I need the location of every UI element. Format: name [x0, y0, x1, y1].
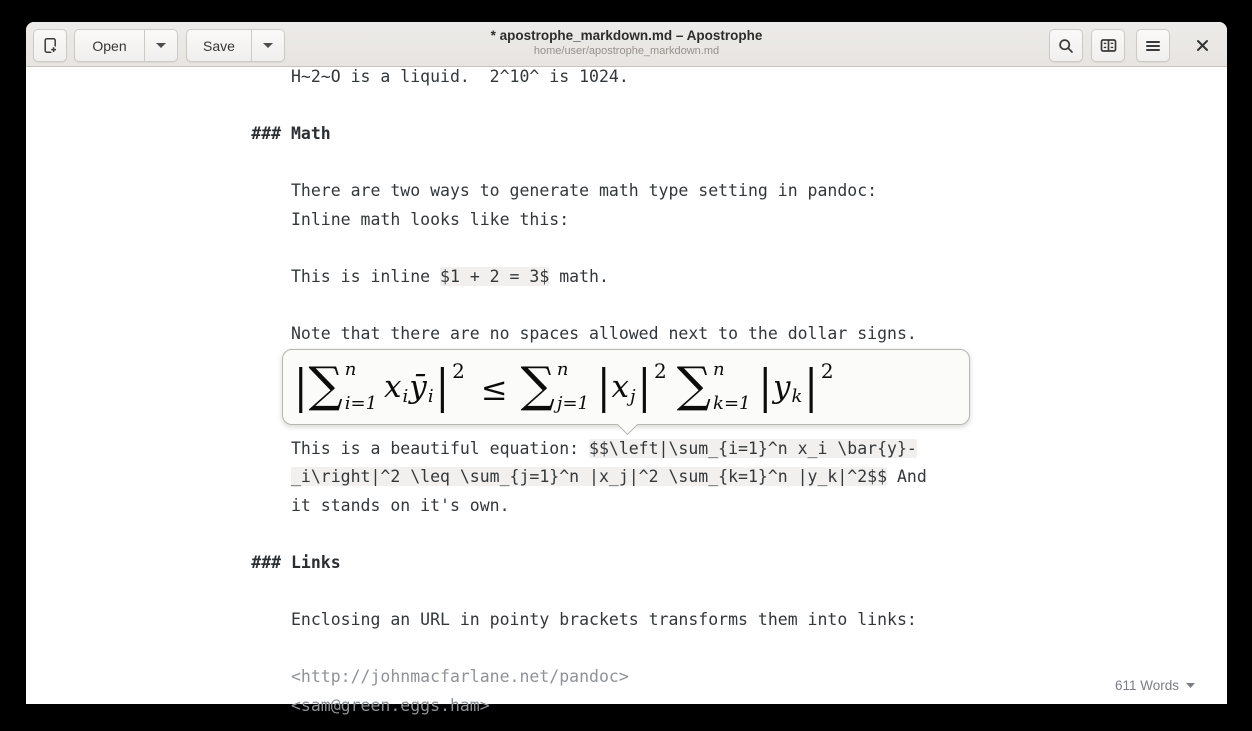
editor-line — [291, 92, 927, 121]
variable-subscript: i — [402, 385, 409, 407]
text-run: There are two ways to generate math type setting in pandoc: — [291, 181, 878, 201]
menu-button[interactable] — [1136, 29, 1170, 62]
save-dropdown-button[interactable] — [251, 30, 284, 61]
search-button[interactable] — [1049, 29, 1083, 62]
word-count-button[interactable] — [1113, 675, 1197, 696]
editor-line — [291, 206, 927, 235]
word-count-label: 611 Words — [1114, 678, 1179, 693]
lower-limit: i=1 — [344, 393, 378, 414]
editor-heading-line — [251, 549, 887, 578]
editor-line — [291, 606, 927, 635]
new-document-button[interactable] — [33, 29, 67, 62]
text-run: it stands on it's own. — [291, 495, 510, 515]
upper-limit: n — [344, 359, 357, 380]
open-book-icon — [1100, 38, 1117, 53]
variable: x — [384, 368, 402, 405]
chevron-down-icon — [156, 43, 166, 48]
upper-limit: n — [713, 359, 725, 380]
math-source-highlight: _i\right|^2 \leq \sum_{j=1}^n |x_j|^2 \sum_{k=1}^n |y_k|^2$$ — [291, 467, 888, 487]
rendered-equation — [293, 357, 837, 414]
absolute-bar: | — [294, 360, 308, 414]
editor-line — [291, 63, 927, 92]
math-preview-popup — [282, 349, 970, 425]
window-title: * apostrophe_markdown.md – Apostrophe — [490, 28, 763, 43]
editor-line — [291, 235, 927, 264]
search-icon — [1058, 38, 1074, 54]
editor-heading-line — [251, 120, 887, 149]
markdown-editor[interactable] — [26, 67, 1227, 716]
editor-line — [291, 635, 927, 664]
text-run: H~2~O is a liquid. 2^10^ is 1024. — [291, 67, 629, 86]
text-run: math. — [549, 267, 609, 287]
text-run: And — [887, 467, 927, 487]
window-subtitle: home/user/apostrophe_markdown.md — [533, 45, 720, 57]
save-button-label: Save — [203, 37, 235, 54]
relation-sign: ≤ — [480, 370, 508, 408]
upper-limit: n — [556, 359, 569, 380]
variable-subscript: j — [629, 385, 636, 407]
absolute-bar: | — [597, 360, 611, 414]
lower-limit: j=1 — [556, 393, 589, 414]
exponent: 2 — [452, 359, 465, 383]
editor-line — [291, 263, 927, 292]
editor-line — [291, 521, 927, 550]
text-run: ### Links — [251, 553, 341, 573]
exponent: 2 — [654, 359, 667, 383]
hamburger-menu-icon — [1146, 40, 1160, 52]
variable: x — [611, 368, 629, 405]
chevron-down-icon — [263, 43, 273, 48]
link-text: <sam@green.eggs.ham> — [291, 696, 490, 716]
preview-button[interactable] — [1091, 29, 1125, 62]
editor-line — [291, 692, 927, 721]
summation-sign: ∑ — [520, 357, 555, 413]
variable: ȳ — [409, 368, 427, 405]
editor-line — [291, 463, 927, 492]
summation-sign: ∑ — [676, 357, 712, 413]
editor-line — [291, 578, 927, 607]
save-split-button — [186, 29, 285, 62]
variable-subscript: k — [791, 385, 803, 407]
editor-line — [291, 663, 927, 692]
absolute-bar: | — [804, 360, 818, 414]
window-title-area — [491, 28, 763, 57]
math-source-highlight: $1 + 2 = 3$ — [440, 267, 550, 287]
save-button[interactable] — [187, 30, 251, 61]
close-window-button[interactable] — [1185, 29, 1219, 62]
chevron-down-icon — [1186, 683, 1195, 688]
variable-subscript: i — [427, 385, 434, 407]
link-text: <http://johnmacfarlane.net/pandoc> — [291, 667, 629, 687]
editor-line — [291, 292, 927, 321]
summation-limits — [345, 361, 377, 413]
headerbar — [26, 22, 1227, 67]
text-run: This is a beautiful equation: — [291, 438, 590, 458]
summation-limits — [713, 361, 750, 413]
open-dropdown-button[interactable] — [144, 30, 177, 61]
text-run: ### Math — [251, 124, 331, 144]
editor-line — [291, 320, 927, 349]
open-button-label: Open — [92, 37, 127, 54]
text-run: Enclosing an URL in pointy brackets transforms them into links: — [291, 610, 917, 630]
editor-line — [291, 177, 927, 206]
close-icon — [1196, 39, 1209, 52]
math-source-highlight: $$\left|\sum_{i=1}^n x_i \bar{y}- — [589, 438, 917, 458]
editor-line — [291, 492, 927, 521]
absolute-bar: | — [637, 360, 652, 414]
text-run: This is inline — [291, 267, 441, 287]
editor-line — [291, 149, 927, 178]
text-run: Inline math looks like this: — [291, 209, 570, 229]
summation-sign: ∑ — [308, 357, 343, 413]
text-run: Note that there are no spaces allowed next to the dollar signs. — [291, 324, 917, 344]
apostrophe-window — [26, 22, 1227, 716]
variable: y — [772, 368, 791, 405]
absolute-bar: | — [758, 360, 772, 414]
summation-limits — [557, 361, 589, 413]
absolute-bar: | — [435, 360, 450, 414]
exponent: 2 — [820, 359, 834, 383]
open-split-button — [74, 29, 178, 62]
lower-limit: k=1 — [713, 393, 751, 414]
editor-line — [291, 435, 927, 464]
new-document-icon — [42, 37, 59, 54]
open-button[interactable] — [75, 30, 144, 61]
